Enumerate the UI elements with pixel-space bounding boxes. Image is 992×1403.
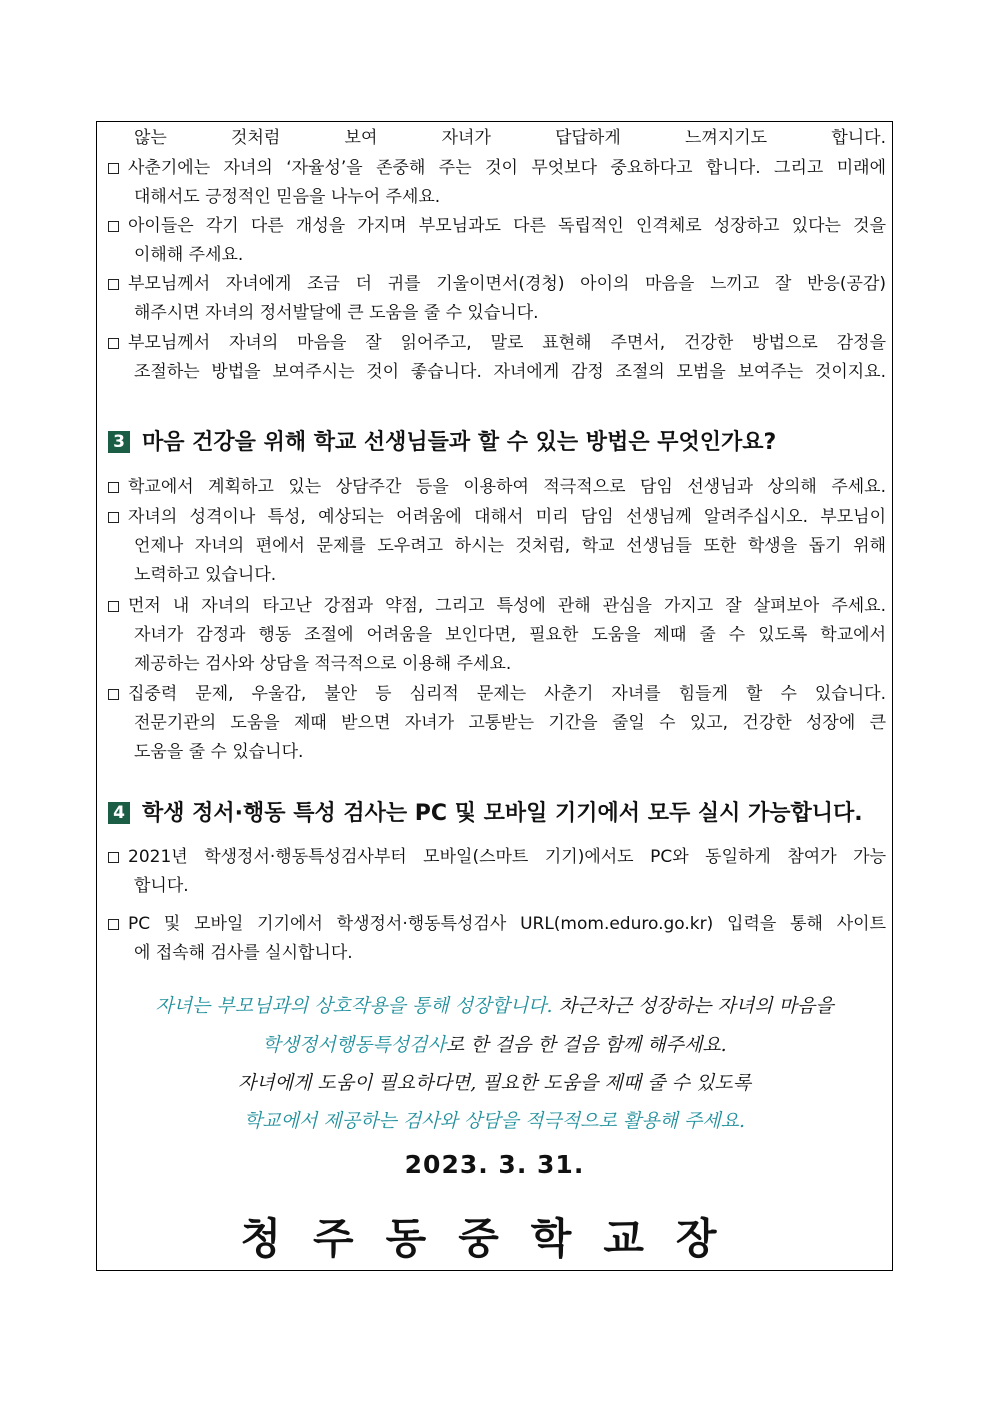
checkbox-square-icon: [108, 601, 119, 612]
bullet-item: 부모님께서 자녀의 마음을 잘 읽어주고, 말로 표현해 주면서, 건강한 방법으로 감정을: [108, 333, 886, 353]
section-heading: 3 마음 건강을 위해 학교 선생님들과 할 수 있는 방법은 무엇인가요?: [108, 430, 776, 456]
checkbox-square-icon: [108, 512, 119, 523]
bullet-item: 사춘기에는 자녀의 ‘자율성’을 존중해 주는 것이 무엇보다 중요하다고 합니다. 그리고 미래에: [108, 158, 886, 178]
document-date: 2023. 3. 31.: [404, 1150, 585, 1179]
text-line: 노력하고 있습니다.: [134, 565, 277, 585]
text-line: 전문기관의 도움을 제때 받으면 자녀가 고통받는 기간을 줄일 수 있고, 건강한 성장에 큰: [134, 713, 886, 733]
text-line: 이해해 주세요.: [134, 245, 244, 265]
closing-message-line: 자녀는 부모님과의 상호작용을 통해 성장합니다. 차근차근 성장하는 자녀의 마음을: [155, 995, 834, 1017]
text-line: 도움을 줄 수 있습니다.: [134, 742, 304, 762]
closing-message-line: 학교에서 제공하는 검사와 상담을 적극적으로 활용해 주세요.: [243, 1110, 746, 1132]
section-number-badge: 4: [108, 802, 130, 824]
checkbox-square-icon: [108, 163, 119, 174]
checkbox-square-icon: [108, 482, 119, 493]
principal-signature: 청주동중학교장: [240, 1214, 749, 1263]
text-line: 않는 것처럼 보여 자녀가 답답하게 느껴지기도 합니다.: [134, 128, 886, 148]
bullet-item: 부모님께서 자녀에게 조금 더 귀를 기울이면서(경청) 아이의 마음을 느끼고 잘 반응(공감): [108, 274, 886, 294]
text-line: 합니다.: [134, 876, 189, 896]
bullet-item: PC 및 모바일 기기에서 학생정서·행동특성검사 URL(mom.eduro.go.kr) 입력을 통해 사이트: [108, 914, 886, 934]
bullet-item: 자녀의 성격이나 특성, 예상되는 어려움에 대해서 미리 담임 선생님께 알려주십시오. 부모님이: [108, 507, 886, 527]
checkbox-square-icon: [108, 852, 119, 863]
checkbox-square-icon: [108, 689, 119, 700]
closing-message-line: 자녀에게 도움이 필요하다면, 필요한 도움을 제때 줄 수 있도록: [237, 1072, 752, 1094]
bullet-item: 아이들은 각기 다른 개성을 가지며 부모님과도 다른 독립적인 인격체로 성장하고 있다는 것을: [108, 216, 886, 236]
bullet-item: 집중력 문제, 우울감, 불안 등 심리적 문제는 사춘기 자녀를 힘들게 할 수 있습니다.: [108, 684, 886, 704]
text-line: 대해서도 긍정적인 믿음을 나누어 주세요.: [134, 187, 441, 207]
checkbox-square-icon: [108, 221, 119, 232]
text-line: 자녀가 감정과 행동 조절에 어려움을 보인다면, 필요한 도움을 제때 줄 수 있도록 학교에서: [134, 625, 886, 645]
closing-message-line: 학생정서행동특성검사로 한 걸음 한 걸음 함께 해주세요.: [262, 1034, 727, 1056]
checkbox-square-icon: [108, 279, 119, 290]
text-line: 제공하는 검사와 상담을 적극적으로 이용해 주세요.: [134, 654, 512, 674]
checkbox-square-icon: [108, 919, 119, 930]
text-line: 언제나 자녀의 편에서 문제를 도우려고 하시는 것처럼, 학교 선생님들 또한 학생을 돕기 위해: [134, 536, 886, 556]
section-heading: 4 학생 정서·행동 특성 검사는 PC 및 모바일 기기에서 모두 실시 가능합니다.: [108, 801, 863, 827]
checkbox-square-icon: [108, 338, 119, 349]
text-line: 에 접속해 검사를 실시합니다.: [134, 943, 353, 963]
bullet-item: 학교에서 계획하고 있는 상담주간 등을 이용하여 적극적으로 담임 선생님과 상의해 주세요.: [108, 477, 886, 497]
text-line: 조절하는 방법을 보여주시는 것이 좋습니다. 자녀에게 감정 조절의 모범을 보여주는 것이지요.: [134, 362, 886, 382]
section-number-badge: 3: [108, 431, 130, 453]
text-line: 해주시면 자녀의 정서발달에 큰 도움을 줄 수 있습니다.: [134, 303, 539, 323]
bullet-item: 2021년 학생정서·행동특성검사부터 모바일(스마트 기기)에서도 PC와 동일하게 참여가 가능: [108, 847, 886, 867]
bullet-item: 먼저 내 자녀의 타고난 강점과 약점, 그리고 특성에 관해 관심을 가지고 잘 살펴보아 주세요.: [108, 596, 886, 616]
